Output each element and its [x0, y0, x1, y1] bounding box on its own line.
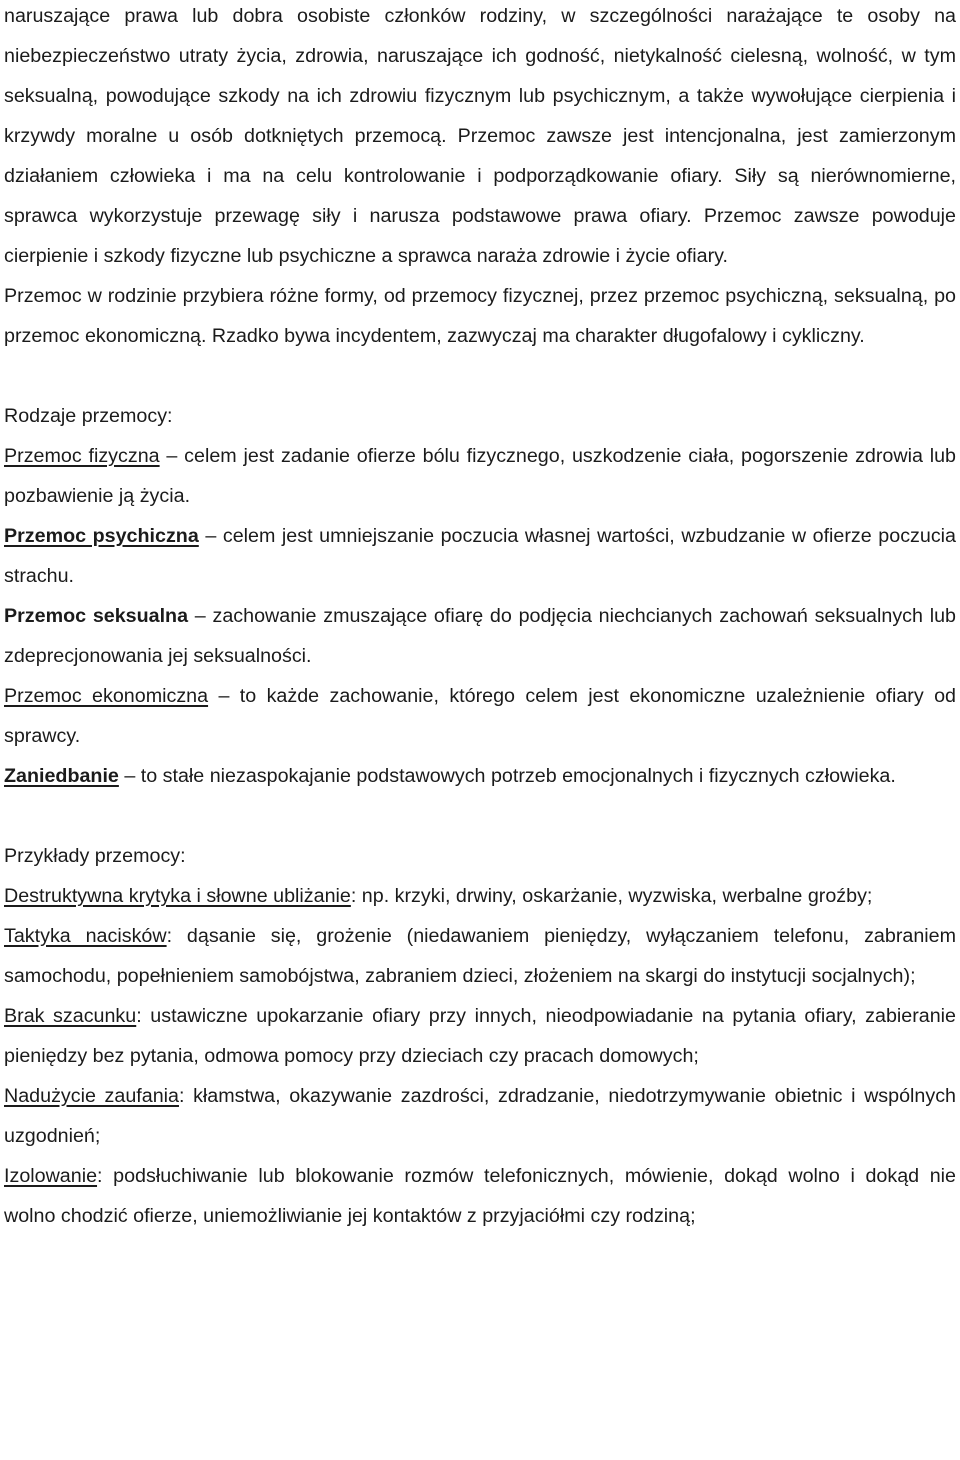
example-term: Destruktywna krytyka i słowne ubliżanie — [4, 885, 351, 907]
type-term: Przemoc fizyczna — [4, 445, 160, 467]
type-term: Przemoc seksualna — [4, 605, 189, 627]
type-description: – celem jest umniejszanie poczucia własnej wartości, wzbudzanie w ofierze poczucia strachu. — [4, 525, 956, 587]
type-item-physical — [4, 436, 956, 516]
types-heading: Rodzaje przemocy: — [4, 405, 173, 427]
type-description: – to stałe niezaspokajanie podstawowych potrzeb emocjonalnych i fizycznych człowieka. — [118, 765, 896, 787]
type-item-neglect — [4, 756, 956, 796]
section-gap — [4, 796, 956, 836]
examples-heading: Przykłady przemocy: — [4, 845, 186, 867]
type-term: Zaniedbanie — [4, 765, 119, 787]
type-term: Przemoc ekonomiczna — [4, 685, 209, 707]
type-item-economic — [4, 676, 956, 756]
example-term: Brak szacunku — [4, 1005, 137, 1027]
example-item-isolation — [4, 1156, 956, 1236]
example-term: Taktyka nacisków — [4, 925, 167, 947]
type-term: Przemoc psychiczna — [4, 525, 199, 547]
intro-paragraph-2: Przemoc w rodzinie przybiera różne formy, od przemocy fizycznej, przez przemoc psychiczną, seksualną, po przemoc ekonomiczną. Rzadko bywa incydentem, zazwyczaj ma charakter długofalowy i cykliczny. — [4, 285, 956, 347]
example-description: : np. krzyki, drwiny, oskarżanie, wyzwiska, werbalne groźby; — [350, 885, 873, 907]
type-description: – celem jest zadanie ofierze bólu fizycznego, uszkodzenie ciała, pogorszenie zdrowia lub pozbawienie ją życia. — [4, 445, 957, 507]
example-description: : podsłuchiwanie lub blokowanie rozmów telefonicznych, mówienie, dokąd wolno i dokąd nie wolno chodzić ofierze, uniemożliwianie jej kontaktów z przyjaciółmi czy rodziną; — [4, 1165, 956, 1227]
section-gap — [4, 356, 956, 396]
type-description: – zachowanie zmuszające ofiarę do podjęcia niechcianych zachowań seksualnych lub zdeprecjonowania jej seksualności. — [4, 605, 956, 667]
example-item-disrespect — [4, 996, 956, 1076]
example-item-trust-abuse — [4, 1076, 956, 1156]
document-page — [4, 0, 956, 1236]
example-description: : dąsanie się, grożenie (niedawaniem pieniędzy, wyłączaniem telefonu, zabraniem samochodu, popełnieniem samobójstwa, zabraniem dzieci, złożeniem na skargi do instytucji socjalnych); — [4, 925, 957, 987]
example-description: : ustawiczne upokarzanie ofiary przy innych, nieodpowiadanie na pytania ofiary, zabieranie pieniędzy bez pytania, odmowa pomocy przy dzieciach czy pracach domowych; — [4, 1005, 956, 1067]
type-item-sexual — [4, 596, 956, 676]
intro-paragraph-1: naruszające prawa lub dobra osobiste członków rodziny, w szczególności narażające te osoby na niebezpieczeństwo utraty życia, zdrowia, naruszające ich godność, nietykalność cielesną, wolność, w tym seksualną, powodujące szkody na ich zdrowiu fizycznym lub psychicznym, a także wywołujące cierpienia i krzywdy moralne u osób dotkniętych przemocą. Przemoc zawsze jest intencjonalna, jest zamierzonym działaniem człowieka i ma na celu kontrolowanie i podporządkowanie ofiary. Siły są nierównomierne, sprawca wykorzystuje przewagę siły i narusza podstawowe prawa ofiary. Przemoc zawsze powoduje cierpienie i szkody fizyczne lub psychiczne a sprawca naraża zdrowie i życie ofiary. — [4, 5, 956, 267]
example-term: Izolowanie — [4, 1165, 98, 1187]
example-description: : kłamstwa, okazywanie zazdrości, zdradzanie, niedotrzymywanie obietnic i wspólnych uzgodnień; — [4, 1085, 956, 1147]
example-item-pressure — [4, 916, 956, 996]
type-description: – to każde zachowanie, którego celem jest ekonomiczne uzależnienie ofiary od sprawcy. — [4, 685, 956, 747]
type-item-psychological — [4, 516, 956, 596]
example-term: Nadużycie zaufania — [4, 1085, 179, 1107]
example-item-criticism — [4, 876, 956, 916]
